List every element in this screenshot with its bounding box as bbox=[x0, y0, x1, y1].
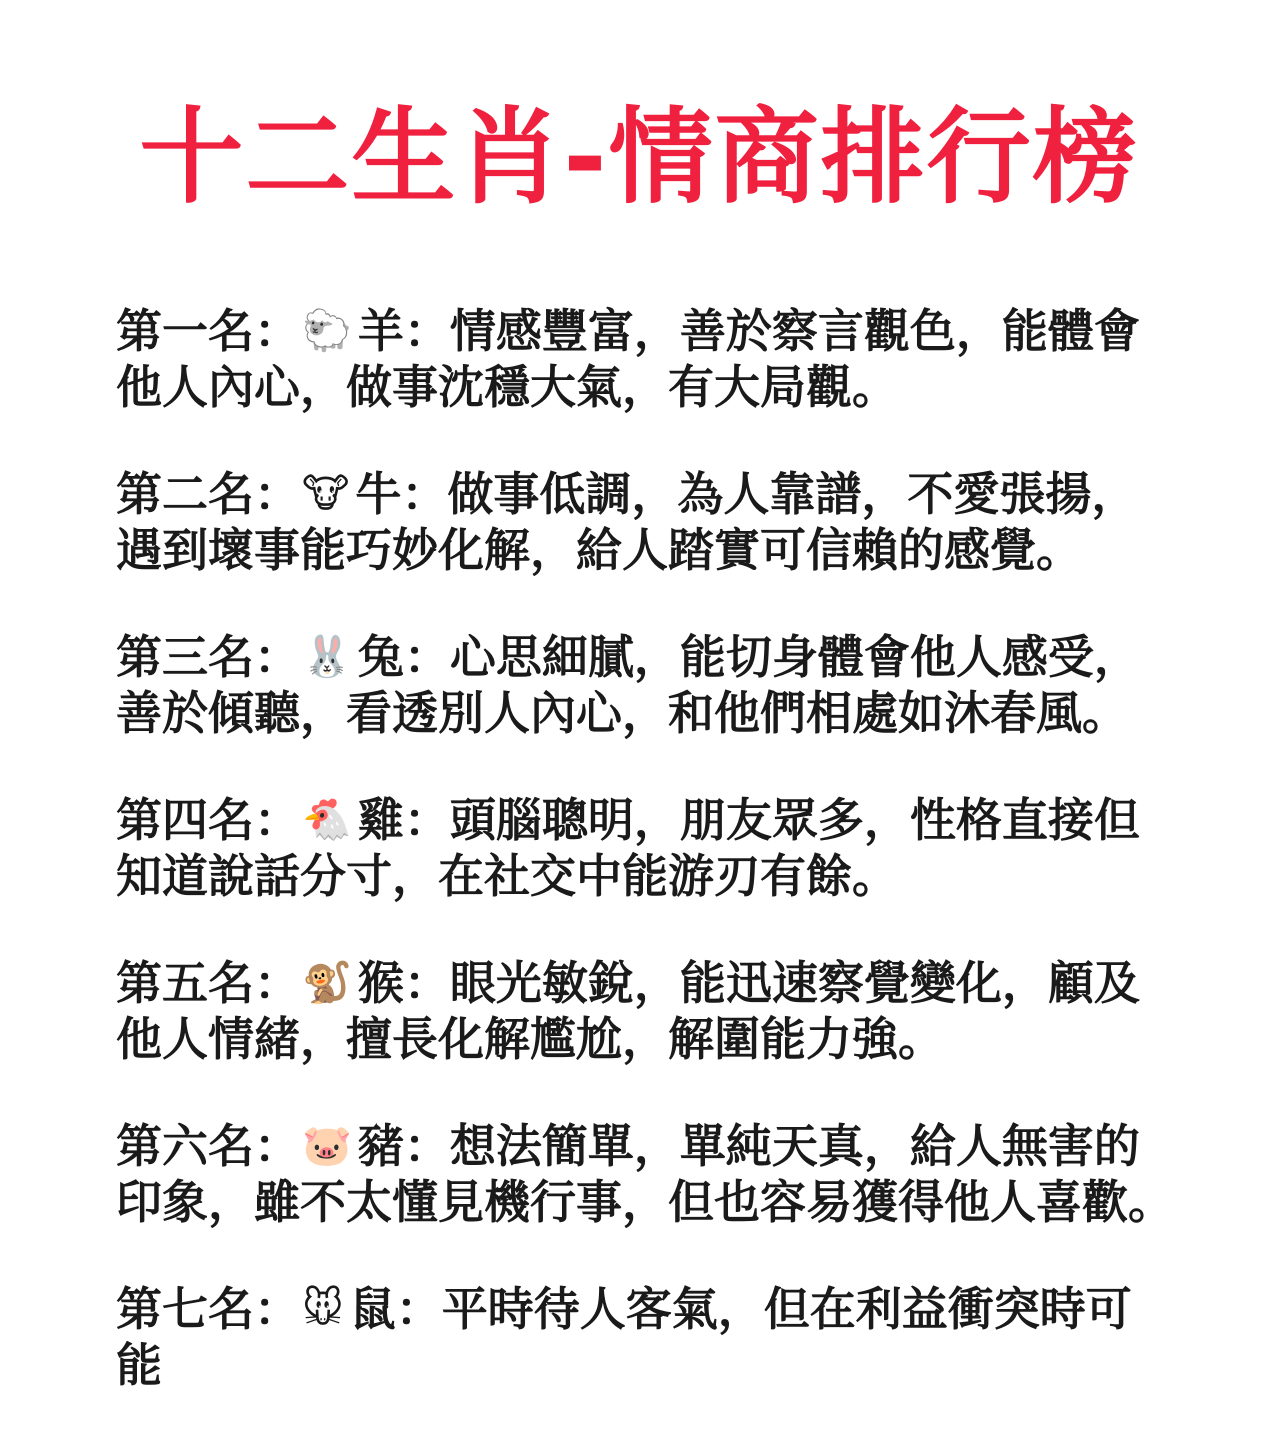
pig-icon: 🐷 bbox=[302, 1123, 352, 1169]
animal-name: 羊 bbox=[357, 304, 404, 358]
ranking-entry-6 bbox=[116, 1118, 1176, 1230]
sheep-icon: 🐑 bbox=[302, 308, 352, 354]
rank-label: 第六名： bbox=[116, 1119, 300, 1173]
animal-name: 鼠 bbox=[349, 1282, 396, 1336]
ranking-list bbox=[116, 303, 1176, 1444]
rank-label: 第三名： bbox=[116, 630, 300, 684]
entry-description: ：心思細膩，能切身體會他人感受，善於傾聽，看透別人內心，和他們相處如沐春風。 bbox=[116, 630, 1140, 740]
rank-label: 第五名： bbox=[116, 956, 300, 1010]
animal-name: 牛 bbox=[355, 467, 402, 521]
entry-description: ：情感豐富，善於察言觀色，能體會他人內心，做事沈穩大氣，有大局觀。 bbox=[116, 304, 1140, 414]
rank-label: 第一名： bbox=[116, 304, 300, 358]
entry-description: ：想法簡單，單純天真，給人無害的印象，雖不太懂見機行事，但也容易獲得他人喜歡。 bbox=[116, 1119, 1174, 1229]
chicken-icon: 🐔 bbox=[302, 797, 352, 843]
animal-name: 猴 bbox=[357, 956, 404, 1010]
ranking-entry-1 bbox=[116, 303, 1176, 415]
ranking-entry-7 bbox=[116, 1281, 1176, 1393]
ranking-entry-5 bbox=[116, 955, 1176, 1067]
ranking-entry-4 bbox=[116, 792, 1176, 904]
rabbit-icon: 🐰 bbox=[302, 634, 352, 680]
entry-description: ：眼光敏銳，能迅速察覺變化，顧及他人情緒，擅長化解尷尬，解圍能力強。 bbox=[116, 956, 1140, 1066]
rank-label: 第七名： bbox=[116, 1282, 300, 1336]
animal-name: 豬 bbox=[357, 1119, 404, 1173]
entry-description: ：做事低調，為人靠譜，不愛張揚，遇到壞事能巧妙化解，給人踏實可信賴的感覺。 bbox=[116, 467, 1138, 577]
mouse-icon: 🐭 bbox=[302, 1286, 344, 1332]
rank-label: 第四名： bbox=[116, 793, 300, 847]
entry-description: ：頭腦聰明，朋友眾多，性格直接但知道說話分寸，在社交中能游刃有餘。 bbox=[116, 793, 1140, 903]
page-title: 十二生肖-情商排行榜 bbox=[139, 96, 1139, 218]
rank-label: 第二名： bbox=[116, 467, 300, 521]
ranking-entry-3 bbox=[116, 629, 1176, 741]
ranking-entry-2 bbox=[116, 466, 1176, 578]
cow-icon: 🐮 bbox=[302, 471, 350, 517]
monkey-icon: 🐒 bbox=[302, 960, 352, 1006]
entry-description: ：平時待人客氣，但在利益衝突時可能 bbox=[116, 1282, 1132, 1392]
animal-name: 兔 bbox=[357, 630, 404, 684]
animal-name: 雞 bbox=[357, 793, 404, 847]
